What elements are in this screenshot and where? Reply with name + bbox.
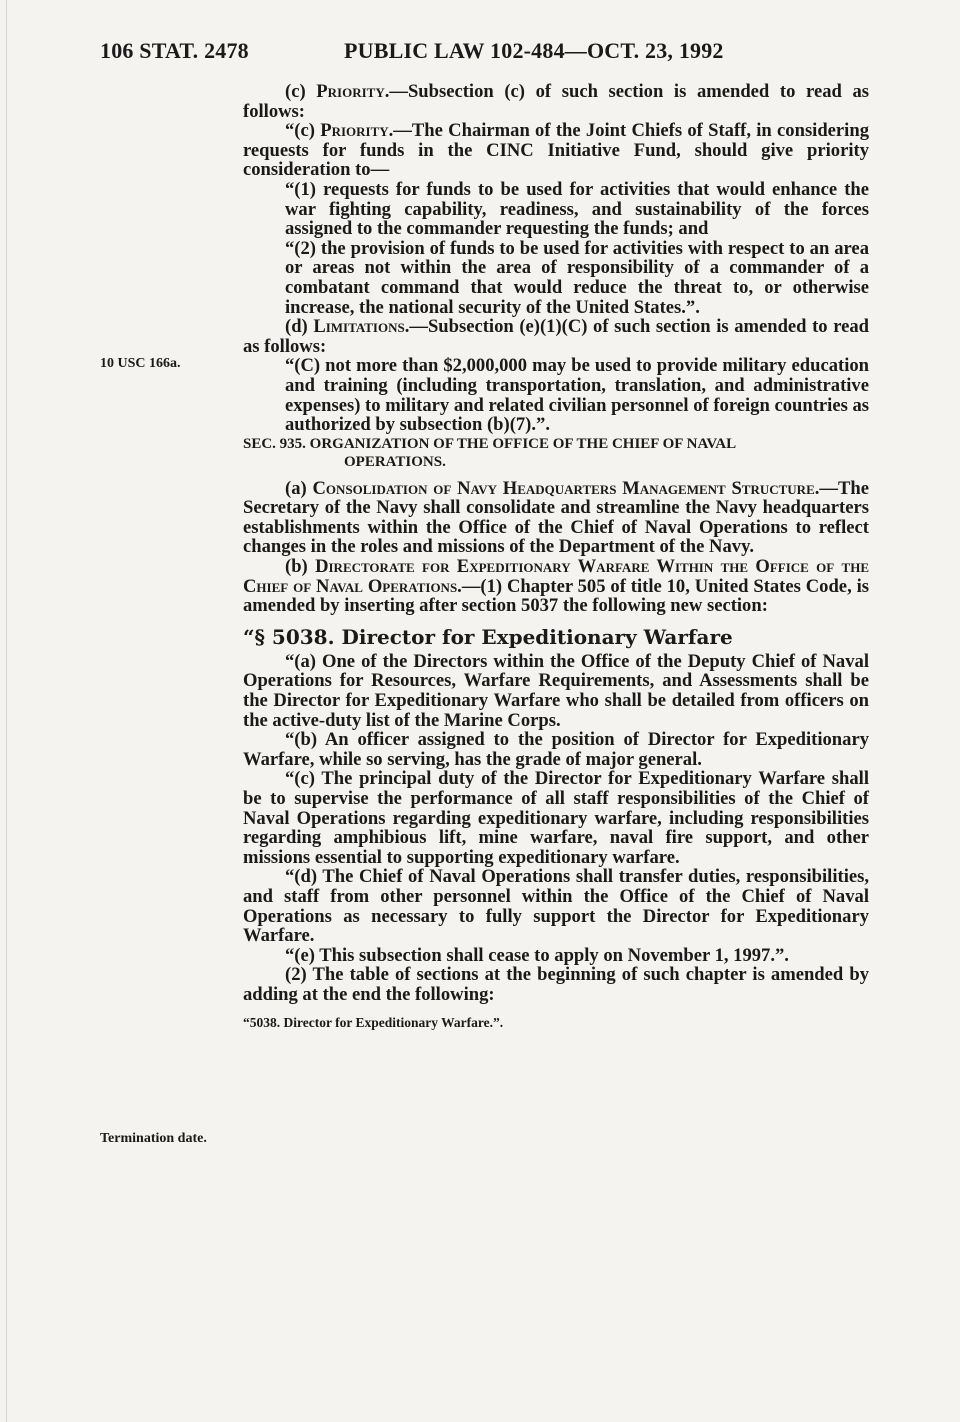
subsection-a-consolidation: (a) Consolidation of Navy Headquarters Management Structure.—The Secretary of the Navy shall consolidate and streamline the Navy headquarters establishments within the Office of the Chief of Naval Operations to reflect changes in the roles and missions of the Department of the Navy. bbox=[243, 477, 869, 558]
subsection-b-directorate: (b) Directorate for Expeditionary Warfare Within the Office of the Chief of Naval Operations.—(1) Chapter 505 of title 10, United States Code, is amended by inserting after section 5037 the following new section: bbox=[243, 556, 869, 617]
section-5038-c: “(c) The principal duty of the Director for Expeditionary Warfare shall be to supervise the performance of all staff responsibilities of the Chief of Naval Operations regarding expeditionary warfare, including responsibilities regarding amphibious lift, mine warfare, naval fire support, and other missions essential to supporting expeditionary warfare. bbox=[243, 768, 869, 868]
section-5038-e: “(e) This subsection shall cease to apply on November 1, 1997.”. bbox=[285, 944, 789, 966]
section-5038-d: “(d) The Chief of Naval Operations shall transfer duties, responsibilities, and staff from other personnel within the Office of the Chief of Naval Operations as necessary to fully support the Director for Expeditionary Warfare. bbox=[243, 866, 869, 947]
paragraph-c-1: “(1) requests for funds to be used for activities that would enhance the war fighting capability, readiness, and sustainability of the forces assigned to the commander requesting the funds; and bbox=[285, 178, 869, 240]
quoted-subsection-c: “(c) Priority.—The Chairman of the Joint Chiefs of Staff, in considering requests for funds in the CINC Initiative Fund, should give priority consideration to— bbox=[243, 120, 869, 181]
paragraph-c-2: “(2) the provision of funds to be used for activities with respect to an area or areas not within the area of responsibility of a commander of a combatant command that would reduce the threat to, or otherwise increase, the national security of the United States.”. bbox=[285, 237, 869, 318]
section-935-heading: SEC. 935. ORGANIZATION OF THE OFFICE OF THE CHIEF OF NAVAL OPERATIONS. bbox=[243, 435, 737, 470]
section-5038-heading: “§ 5038. Director for Expeditionary Warfare bbox=[243, 624, 733, 649]
margin-note-termination: Termination date. bbox=[100, 1131, 207, 1146]
document-body bbox=[243, 82, 869, 1032]
subsection-d-limitations: (d) Limitations.—Subsection (e)(1)(C) of such section is amended to read as follows: bbox=[243, 316, 870, 357]
section-5038-a: “(a) One of the Directors within the Office of the Deputy Chief of Naval Operations for Resources, Warfare Requirements, and Assessments shall be the Director for Expeditionary Warfare who shall be detailed from officers on the active-duty list of the Marine Corps. bbox=[243, 650, 869, 731]
page-edge-line bbox=[6, 0, 7, 1422]
margin-note-usc: 10 USC 166a. bbox=[100, 356, 181, 371]
paragraph-d-c: “(C) not more than $2,000,000 may be used to provide military education and training (including transportation, translation, and administrative expenses) to military and related civilian personnel of foreign countries as authorized by subsection (b)(7).”. bbox=[285, 355, 869, 436]
paragraph-b-2: (2) The table of sections at the beginning of such chapter is amended by adding at the end the following: bbox=[243, 964, 869, 1005]
public-law-citation: PUBLIC LAW 102-484—OCT. 23, 1992 bbox=[344, 38, 724, 63]
subsection-c-priority: (c) Priority.—Subsection (c) of such section is amended to read as follows: bbox=[243, 81, 869, 122]
section-5038-b: “(b) An officer assigned to the position of Director for Expeditionary Warfare, while so serving, has the grade of major general. bbox=[243, 729, 869, 770]
statute-page-number: 106 STAT. 2478 bbox=[100, 38, 249, 63]
table-of-sections-entry: “5038. Director for Expeditionary Warfare.”. bbox=[243, 1014, 504, 1030]
